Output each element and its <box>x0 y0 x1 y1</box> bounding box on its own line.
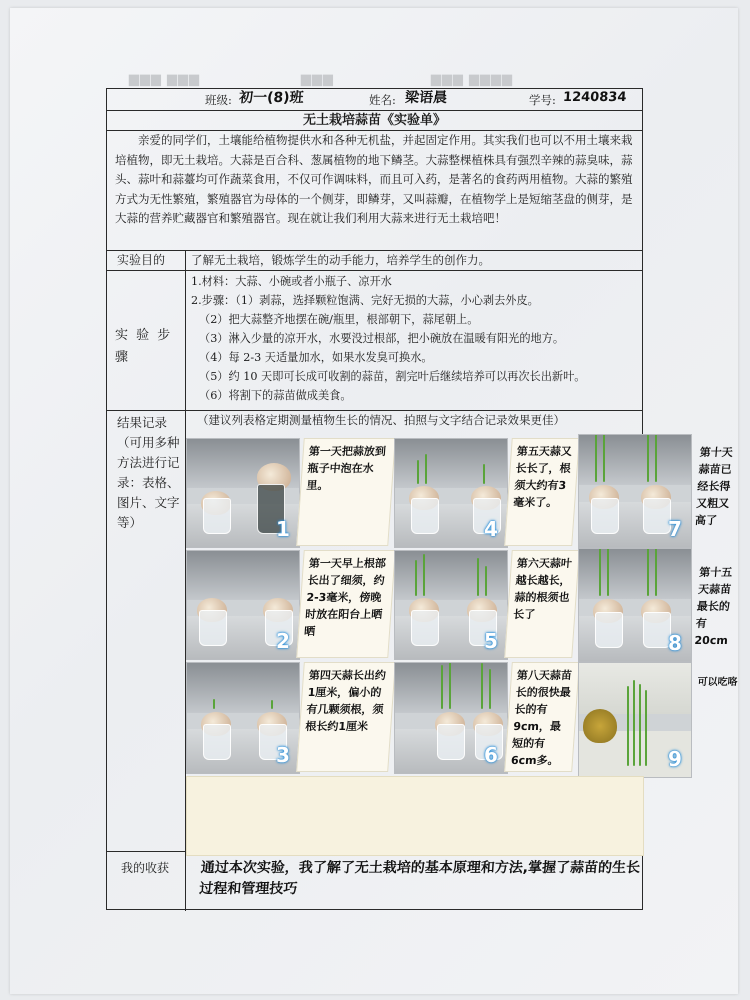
growth-note: 第六天蒜叶越长越长，蒜的根须也长了 <box>504 550 580 658</box>
blank-record-area <box>186 776 644 856</box>
photo-number: 2 <box>276 629 290 653</box>
bleed-through-mark: ▆▆▆▆ ▆▆▆ <box>430 72 513 87</box>
results-hint: （建议列表格定期测量植物生长的情况、拍照与文字结合记录效果更佳） <box>197 413 565 427</box>
growth-note: 第十天蒜苗已经长得又粗又高了 <box>694 446 734 527</box>
class-label: 班级: <box>205 93 232 107</box>
growth-note: 第一天早上根部长出了细须，约2-3毫米，傍晚时放在阳台上晒晒 <box>296 550 396 658</box>
step-line: （5）约 10 天即可长成可收割的蒜苗，割完叶后继续培养可以再次长出新叶。 <box>199 370 586 383</box>
photo-day <box>186 550 300 660</box>
photo-number: 1 <box>276 517 290 541</box>
step-line: 2.步骤：（1）剥蒜，选择颗粒饱满、完好无损的大蒜，小心剥去外皮。 <box>191 294 539 307</box>
photo-day <box>186 662 300 774</box>
results-label: 结果记录（可用多种方法进行记录：表格、图片、文字等） <box>117 415 180 530</box>
steps-label: 实 验 步 骤 <box>115 328 173 365</box>
photo-day <box>394 438 508 548</box>
photo-number: 5 <box>484 629 498 653</box>
growth-note: 第四天蒜长出约1厘米，偏小的有几颗须根，须根长约1厘米 <box>296 662 396 772</box>
worksheet-title: 无土栽培蒜苗《实验单》 <box>302 113 446 128</box>
growth-note: 第一天把蒜放到瓶子中泡在水里。 <box>296 438 396 546</box>
growth-note: 第五天蒜又长长了，根须大约有3毫米了。 <box>504 438 580 546</box>
photo-day <box>186 438 300 548</box>
photo-number: 8 <box>668 631 682 655</box>
purpose-label: 实验目的 <box>117 253 166 267</box>
photo-number: 7 <box>668 517 682 541</box>
harvest-text: 通过本次实验，我了解了无土栽培的基本原理和方法,掌握了蒜苗的生长过程和管理技巧 <box>198 860 641 897</box>
purpose-text: 了解无土栽培，锻炼学生的动手能力，培养学生的创作力。 <box>191 253 490 267</box>
growth-note: 可以吃咯 <box>697 677 738 688</box>
step-line: （6）将割下的蒜苗做成美食。 <box>199 389 352 402</box>
id-value: 1240834 <box>562 90 627 105</box>
growth-note: 第十五天蒜苗最长的有20cm <box>694 566 733 647</box>
bleed-through-mark: ▆▆▆ <box>300 72 333 87</box>
photo-number: 4 <box>484 517 498 541</box>
bleed-through-mark: ▆▆▆ ▆▆▆ <box>128 72 200 87</box>
photo-number: 3 <box>276 743 290 767</box>
step-line: 1.材料：大蒜、小碗或者小瓶子、凉开水 <box>191 275 392 288</box>
growth-note: 第八天蒜苗长的很快最长的有9cm，最短的有6cm多。 <box>504 662 580 772</box>
intro-paragraph: 亲爱的同学们，土壤能给植物提供水和各种无机盐，并起固定作用。其实我们也可以不用土壤来栽培植物，即无土栽培。大蒜是百合科、葱属植物的地下鳞茎。大蒜整棵植株具有强烈辛辣的蒜臭味，蒜头、蒜叶和蒜薹均可作蔬菜食用，不仅可作调味料，而且可入药，是著名的食药两用植物。大蒜的繁殖方式为无性繁殖，繁殖器官为母体的一个侧芽，即鳞芽，又叫蒜瓣，在植物学上是短缩茎盘的侧芽，是大蒜的营养贮藏器官和繁殖器官。现在就让我们利用大蒜来进行无土栽培吧！ <box>115 133 633 226</box>
photo-day <box>578 434 692 548</box>
class-value: 初一(8)班 <box>238 90 305 106</box>
harvest-label: 我的收获 <box>121 861 170 875</box>
step-line: （3）淋入少量的凉开水，水要没过根部，把小碗放在温暖有阳光的地方。 <box>199 332 565 345</box>
photo-day <box>394 550 508 660</box>
photo-number: 9 <box>668 747 682 771</box>
step-line: （4）每 2-3 天适量加水，如果水发臭可换水。 <box>199 351 433 364</box>
name-value: 梁语晨 <box>404 90 448 106</box>
id-label: 学号: <box>529 93 556 107</box>
step-line: （2）把大蒜整齐地摆在碗/瓶里，根部朝下，蒜尾朝上。 <box>199 313 479 326</box>
photo-day <box>394 662 508 774</box>
photo-day <box>578 548 692 662</box>
name-label: 姓名: <box>369 93 396 107</box>
photo-number: 6 <box>484 743 498 767</box>
photo-day <box>578 662 692 778</box>
